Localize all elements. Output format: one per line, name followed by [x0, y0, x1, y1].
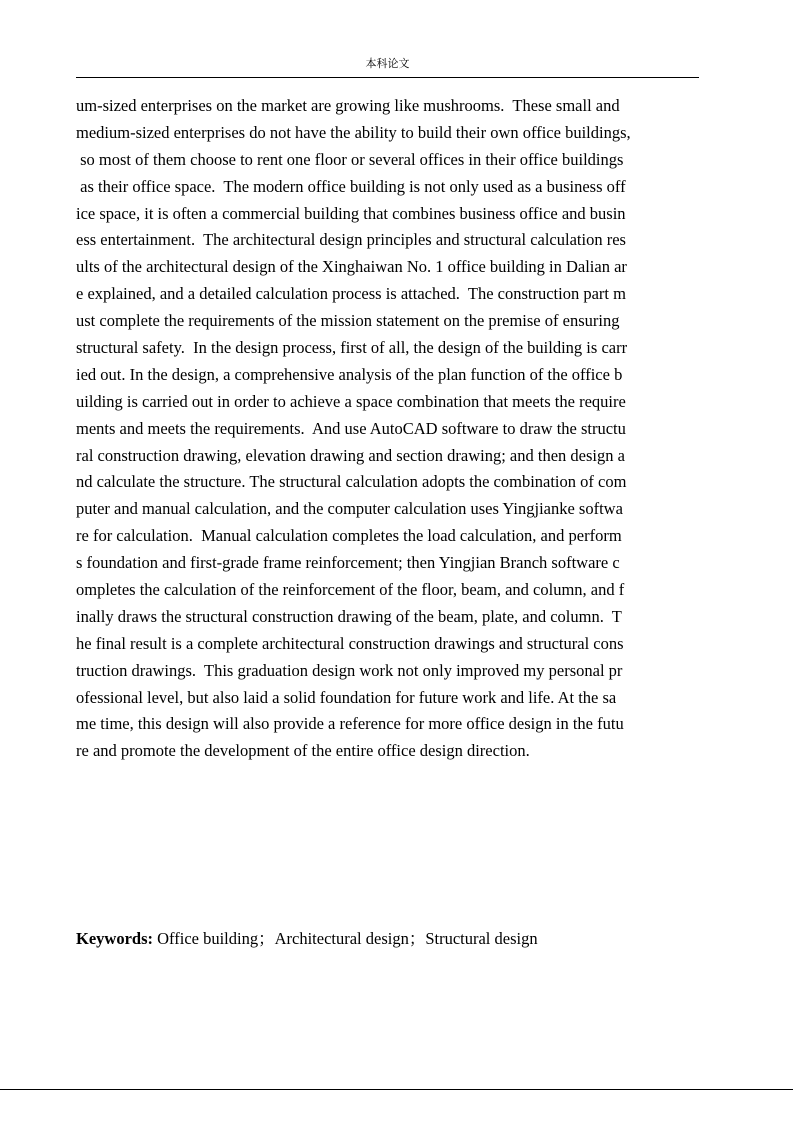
abstract-line: so most of them choose to rent one floor or several offices in their office buildings: [76, 149, 624, 169]
abstract-line: s foundation and first-grade frame reinforcement; then Yingjian Branch software c: [76, 553, 620, 573]
abstract-line: ments and meets the requirements. And use AutoCAD software to draw the structu: [76, 418, 626, 438]
abstract-line: um-sized enterprises on the market are growing like mushrooms. These small and: [76, 96, 620, 115]
abstract-body: [76, 93, 704, 765]
abstract-line: as their office space. The modern office building is not only used as a business off: [76, 176, 626, 196]
keywords-label: Keywords:: [76, 929, 153, 948]
abstract-line: medium-sized enterprises do not have the ability to build their own office buildings,: [76, 122, 631, 142]
keywords-line: [76, 926, 716, 952]
abstract-line: re and promote the development of the entire office design direction.: [76, 741, 530, 761]
abstract-line: inally draws the structural construction drawing of the beam, plate, and column. T: [76, 606, 622, 626]
abstract-line: ied out. In the design, a comprehensive analysis of the plan function of the office b: [76, 364, 623, 384]
abstract-line: ust complete the requirements of the mission statement on the premise of ensuring: [76, 311, 620, 331]
abstract-line: me time, this design will also provide a reference for more office design in the futu: [76, 714, 624, 734]
abstract-line: ofessional level, but also laid a solid foundation for future work and life. At the sa: [76, 687, 617, 707]
abstract-line: ults of the architectural design of the Xinghaiwan No. 1 office building in Dalian ar: [76, 257, 627, 277]
abstract-line: he final result is a complete architectural construction drawings and structural cons: [76, 633, 624, 653]
abstract-line: structural safety. In the design process, first of all, the design of the building is carr: [76, 338, 628, 358]
abstract-line: truction drawings. This graduation design work not only improved my personal pr: [76, 660, 623, 680]
abstract-line: nd calculate the structure. The structural calculation adopts the combination of com: [76, 472, 627, 492]
abstract-line: puter and manual calculation, and the computer calculation uses Yingjianke softwa: [76, 499, 623, 519]
abstract-line: ice space, it is often a commercial building that combines business office and busin: [76, 203, 626, 223]
footer-rule: [0, 1089, 793, 1090]
abstract-line: ompletes the calculation of the reinforcement of the floor, beam, and column, and f: [76, 580, 625, 600]
abstract-line: ess entertainment. The architectural design principles and structural calculation res: [76, 230, 626, 250]
abstract-line: e explained, and a detailed calculation process is attached. The construction part m: [76, 284, 626, 304]
keywords-value: Office building；Architectural design；Structural design: [153, 929, 538, 948]
page-header: [76, 56, 699, 78]
abstract-line: ral construction drawing, elevation drawing and section drawing; and then design a: [76, 445, 625, 465]
abstract-line: re for calculation. Manual calculation completes the load calculation, and perform: [76, 526, 622, 546]
abstract-line: uilding is carried out in order to achieve a space combination that meets the require: [76, 391, 626, 411]
header-title: 本科论文: [365, 57, 410, 70]
